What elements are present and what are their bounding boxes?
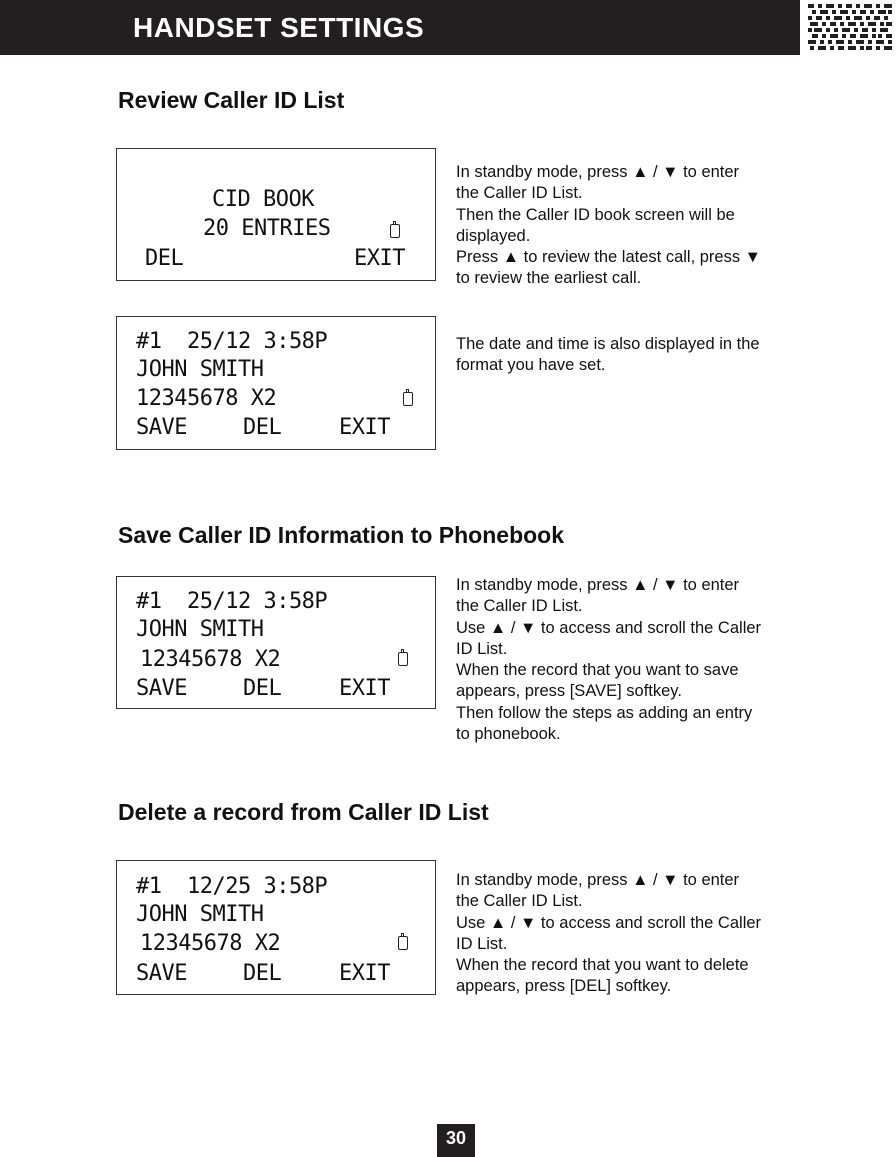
lcd-line-title: CID BOOK xyxy=(212,187,314,212)
battery-icon xyxy=(403,392,413,406)
description-line: appears, press [DEL] softkey. xyxy=(456,977,672,996)
description-line: to phonebook. xyxy=(456,725,561,744)
battery-icon xyxy=(398,936,408,950)
lcd-screen-save-record xyxy=(116,576,436,709)
lcd-softkey-mid: DEL xyxy=(243,961,282,986)
description-line: When the record that you want to save xyxy=(456,661,739,680)
description-delete xyxy=(456,870,806,998)
lcd-softkey-left: DEL xyxy=(145,246,184,271)
description-line: the Caller ID List. xyxy=(456,184,583,203)
lcd-softkey-left: SAVE xyxy=(136,961,187,986)
description-line: to review the earliest call. xyxy=(456,269,642,288)
lcd-line-entries: 20 ENTRIES xyxy=(203,216,331,241)
description-review-intro xyxy=(456,162,806,290)
lcd-softkey-mid: DEL xyxy=(243,415,282,440)
battery-icon xyxy=(390,224,400,238)
lcd-line-number: 12345678 X2 xyxy=(140,931,281,956)
lcd-line-name: JOHN SMITH xyxy=(136,617,264,642)
description-line: In standby mode, press ▲ / ▼ to enter xyxy=(456,163,740,181)
lcd-line-name: JOHN SMITH xyxy=(136,902,264,927)
section-title-save: Save Caller ID Information to Phonebook xyxy=(118,522,565,548)
description-line: In standby mode, press ▲ / ▼ to enter xyxy=(456,871,740,889)
lcd-softkey-mid: DEL xyxy=(243,676,282,701)
battery-icon xyxy=(398,652,408,666)
lcd-softkey-right: EXIT xyxy=(354,246,405,271)
description-line: format you have set. xyxy=(456,356,606,375)
decorative-pattern-icon xyxy=(806,2,894,54)
description-line: ID List. xyxy=(456,639,508,658)
lcd-line-number: 12345678 X2 xyxy=(136,386,277,411)
lcd-softkey-left: SAVE xyxy=(136,415,187,440)
description-save xyxy=(456,575,806,745)
lcd-softkey-right: EXIT xyxy=(339,961,390,986)
description-line: Then the Caller ID book screen will be xyxy=(456,205,735,224)
description-line: the Caller ID List. xyxy=(456,597,583,616)
lcd-screen-delete-record xyxy=(116,860,436,995)
lcd-screen-cid-book xyxy=(116,148,436,281)
description-line: ID List. xyxy=(456,934,508,953)
page-title: HANDSET SETTINGS xyxy=(133,12,425,43)
lcd-screen-review-record xyxy=(116,316,436,450)
lcd-softkey-left: SAVE xyxy=(136,676,187,701)
description-review-format xyxy=(456,334,806,377)
lcd-softkey-right: EXIT xyxy=(339,676,390,701)
lcd-line-record-header: #1 25/12 3:58P xyxy=(136,589,328,614)
description-line: displayed. xyxy=(456,226,531,245)
description-line: appears, press [SAVE] softkey. xyxy=(456,682,682,701)
description-line: In standby mode, press ▲ / ▼ to enter xyxy=(456,576,740,594)
description-line: When the record that you want to delete xyxy=(456,956,749,975)
lcd-softkey-right: EXIT xyxy=(339,415,390,440)
page-number: 30 xyxy=(437,1124,475,1157)
lcd-line-record-header: #1 25/12 3:58P xyxy=(136,329,328,354)
lcd-line-number: 12345678 X2 xyxy=(140,647,281,672)
lcd-line-record-header: #1 12/25 3:58P xyxy=(136,874,328,899)
description-line: Use ▲ / ▼ to access and scroll the Caller xyxy=(456,618,762,637)
section-title-review: Review Caller ID List xyxy=(118,87,345,113)
description-line: the Caller ID List. xyxy=(456,892,583,911)
description-line: Press ▲ to review the latest call, press ▼ xyxy=(456,248,762,267)
lcd-line-name: JOHN SMITH xyxy=(136,357,264,382)
section-title-delete: Delete a record from Caller ID List xyxy=(118,799,489,825)
description-line: The date and time is also displayed in the xyxy=(456,335,760,353)
description-line: Then follow the steps as adding an entry xyxy=(456,703,753,722)
description-line: Use ▲ / ▼ to access and scroll the Caller xyxy=(456,913,762,932)
